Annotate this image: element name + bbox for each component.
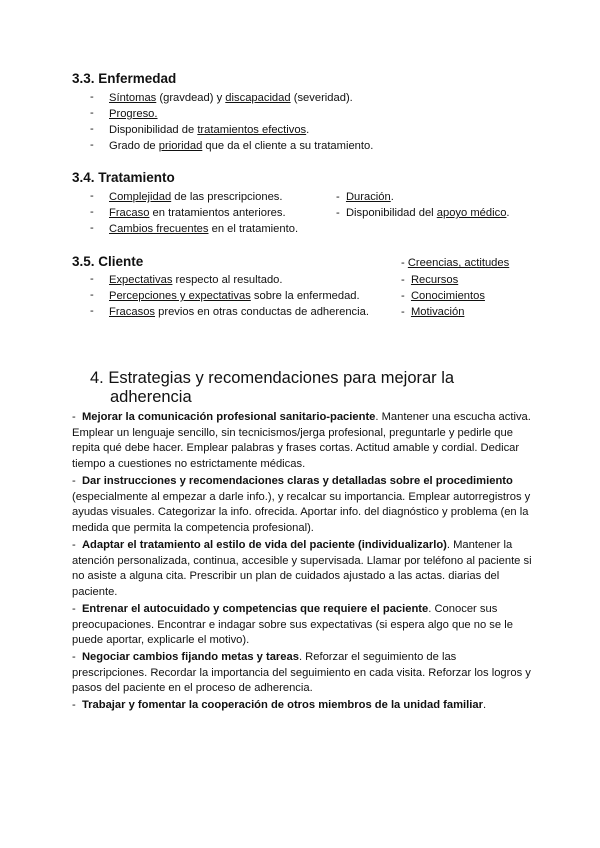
- bullet-dash: -: [90, 91, 94, 103]
- section-3-5-heading: 3.5. Cliente: [72, 254, 144, 269]
- bullet-dash: -: [90, 305, 94, 317]
- bullet-dash: -: [90, 107, 94, 119]
- section-4-heading: 4. Estrategias y recomendaciones para mejorar la adherencia: [90, 369, 455, 406]
- list-item: Cambios frecuentes en el tratamiento.: [109, 223, 299, 235]
- list-item: Síntomas (gravdead) y discapacidad (severidad).: [109, 92, 353, 104]
- strategy-paragraph: - Dar instrucciones y recomendaciones claras y detalladas sobre el procedimiento (especialmente al empezar a darle info.), y recalcar su importancia. Emplear autorregistros y ayudas visuales. Categorizar la info. ofrecida. Aportar info. del diagnóstico y problema (en la medida que permita la competencia profesional).: [72, 475, 531, 534]
- list-item: - Disponibilidad del apoyo médico.: [336, 207, 510, 219]
- strategy-paragraph: - Mejorar la comunicación profesional sanitario-paciente. Mantener una escucha activa. Emplear un lenguaje sencillo, sin tecnicismos/jerga profesional, preguntarle y pedirle que repita qué debe hacer. Emplear palabras y frases cortas. Actitud amable y cordial. Dedicar tiempo a cuestiones no estrictamente médicas.: [72, 411, 531, 470]
- bullet-dash: -: [90, 123, 94, 135]
- bullet-dash: -: [90, 206, 94, 218]
- list-item: Percepciones y expectativas sobre la enfermedad.: [109, 290, 360, 302]
- strategy-paragraph: - Entrenar el autocuidado y competencias que requiere el paciente. Conocer sus preocupaciones. Encontrar e indagar sobre sus expectativas (si espera algo que no se le puede aportar, explicarle el motivo).: [72, 603, 513, 647]
- list-item: Fracaso en tratamientos anteriores.: [109, 207, 286, 219]
- list-item: Disponibilidad de tratamientos efectivos.: [109, 124, 310, 136]
- list-item: Fracasos previos en otras conductas de adherencia.: [109, 306, 369, 318]
- bullet-dash: -: [90, 139, 94, 151]
- strategy-paragraph: - Trabajar y fomentar la cooperación de otros miembros de la unidad familiar.: [72, 699, 487, 711]
- section-3-4-heading: 3.4. Tratamiento: [72, 170, 175, 185]
- list-item: - Conocimientos: [401, 290, 485, 302]
- list-item: - Recursos: [401, 274, 459, 286]
- bullet-dash: -: [90, 222, 94, 234]
- list-item: - Creencias, actitudes: [401, 257, 510, 269]
- list-item: Complejidad de las prescripciones.: [109, 191, 283, 203]
- list-item: Expectativas respecto al resultado.: [109, 274, 283, 286]
- section-3-3-heading: 3.3. Enfermedad: [72, 71, 177, 86]
- list-item: Progreso.: [109, 108, 158, 120]
- strategy-paragraph: - Adaptar el tratamiento al estilo de vida del paciente (individualizarlo). Mantener la atención personalizada, continua, accesible y supervisada. Llamar por teléfono al paciente si no asiste a alguna cita. Prescribir un plan de cuidados ajustado a las actas. diarias del paciente.: [72, 539, 532, 598]
- bullet-dash: -: [90, 190, 94, 202]
- list-item: Grado de prioridad que da el cliente a su tratamiento.: [109, 140, 374, 152]
- bullet-dash: -: [90, 289, 94, 301]
- strategy-paragraph: - Negociar cambios fijando metas y tareas. Reforzar el seguimiento de las prescripciones. Recordar la importancia del seguimiento en cada visita. Reforzar los logros y pasos del paciente en el proceso de adherencia.: [72, 651, 531, 695]
- list-item: - Duración.: [336, 191, 394, 203]
- list-item: - Motivación: [401, 306, 465, 318]
- bullet-dash: -: [90, 273, 94, 285]
